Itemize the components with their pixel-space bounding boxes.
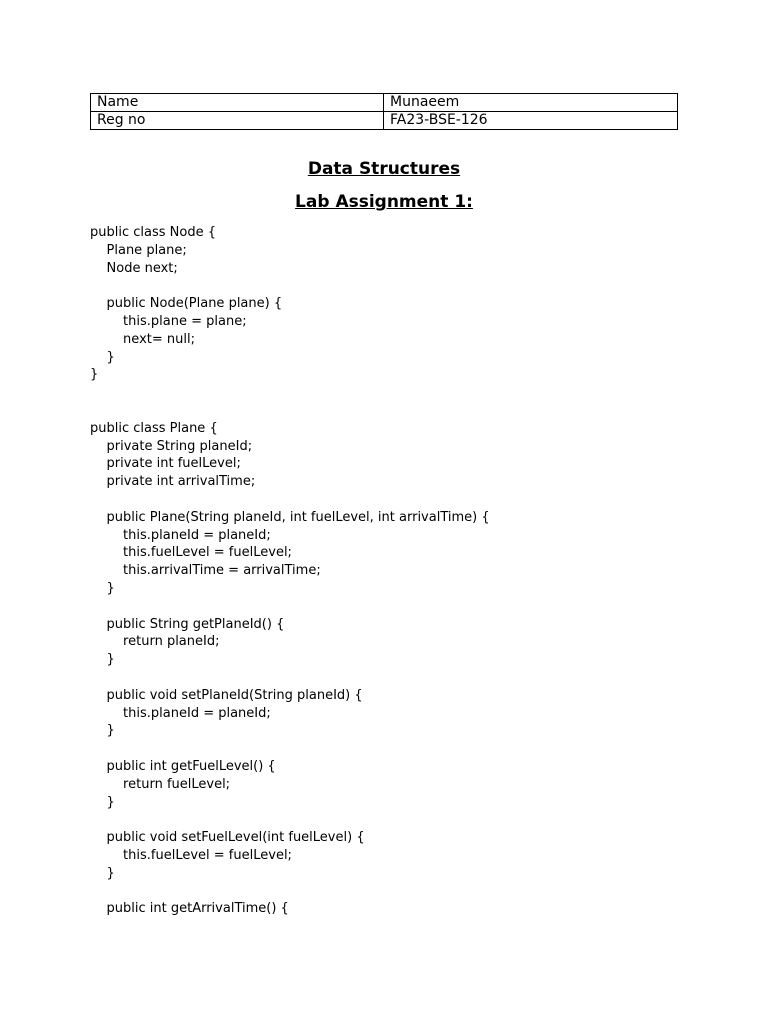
- code-line: public Plane(String planeId, int fuelLevel, int arrivalTime) {: [90, 509, 490, 525]
- reg-no-label-cell: Reg no: [91, 112, 384, 130]
- reg-no-value-cell: FA23-BSE-126: [384, 112, 678, 130]
- code-line: [90, 491, 490, 509]
- code-line: }: [90, 367, 99, 383]
- code-line: private String planeId;: [90, 438, 253, 454]
- table-row-name: [91, 94, 678, 112]
- code-line: }: [90, 794, 115, 810]
- code-line: next= null;: [90, 331, 195, 347]
- code-line: public Node(Plane plane) {: [90, 296, 283, 312]
- document-title: Data Structures: [307, 159, 461, 179]
- table-row-reg-no: [91, 112, 678, 130]
- code-line: return fuelLevel;: [90, 776, 231, 792]
- code-line: public int getFuelLevel() {: [90, 758, 276, 774]
- code-line: this.fuelLevel = fuelLevel;: [90, 545, 292, 561]
- code-line: this.arrivalTime = arrivalTime;: [90, 563, 321, 579]
- code-line: }: [90, 580, 115, 596]
- code-line: Node next;: [90, 260, 178, 276]
- code-line: public int getArrivalTime() {: [90, 901, 289, 917]
- code-line: }: [90, 723, 115, 739]
- code-line: this.fuelLevel = fuelLevel;: [90, 847, 292, 863]
- code-line: [90, 402, 490, 420]
- code-line: [90, 384, 490, 402]
- code-line: }: [90, 865, 115, 881]
- name-label-cell: Name: [91, 94, 384, 112]
- code-line: [90, 811, 490, 829]
- code-line: [90, 740, 490, 758]
- code-line: public class Node {: [90, 225, 216, 240]
- code-line: private int arrivalTime;: [90, 474, 256, 490]
- code-line: private int fuelLevel;: [90, 456, 241, 472]
- code-line: Plane plane;: [90, 242, 187, 258]
- code-line: public String getPlaneId() {: [90, 616, 285, 632]
- code-line: public void setFuelLevel(int fuelLevel) {: [90, 830, 365, 846]
- code-line: [90, 598, 490, 616]
- code-line: public class Plane {: [90, 420, 218, 436]
- name-value-cell: Munaeem: [384, 94, 678, 112]
- code-line: }: [90, 349, 115, 365]
- code-line: }: [90, 652, 115, 668]
- code-line: public void setPlaneId(String planeId) {: [90, 687, 363, 703]
- document-subtitle: Lab Assignment 1:: [295, 192, 473, 212]
- code-line: [90, 669, 490, 687]
- code-line: [90, 277, 490, 295]
- code-line: this.planeId = planeId;: [90, 705, 271, 721]
- student-info-table: [90, 93, 678, 130]
- code-line: this.planeId = planeId;: [90, 527, 271, 543]
- code-block: [90, 224, 490, 918]
- code-line: [90, 882, 490, 900]
- code-line: this.plane = plane;: [90, 313, 247, 329]
- code-line: return planeId;: [90, 634, 220, 650]
